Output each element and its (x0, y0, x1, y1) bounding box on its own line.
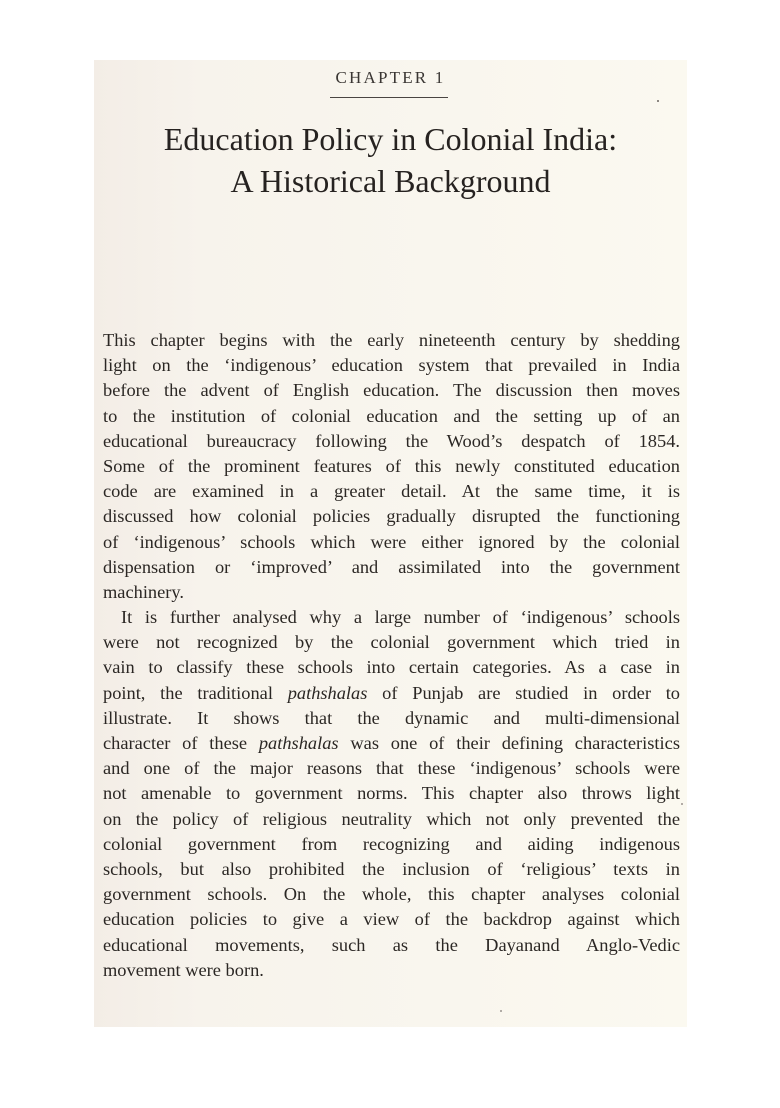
text-line: schools, but also prohibited the inclusion of ‘religious’ texts in (103, 858, 680, 879)
scan-speck (657, 100, 659, 102)
text-line: were not recognized by the colonial government which tried in (103, 632, 680, 653)
text-line: dispensation or ‘improved’ and assimilated into the government (103, 556, 680, 577)
text-line: not amenable to government norms. This chapter also throws light (103, 783, 680, 804)
text-line (103, 731, 680, 756)
text-run: point, the traditional (103, 682, 288, 703)
text-line: It is further analysed why a large number of ‘indigenous’ schools (121, 607, 680, 628)
text-line: education policies to give a view of the backdrop against which (103, 909, 680, 930)
chapter-title-line-2: A Historical Background (230, 163, 551, 199)
text-line: machinery. (103, 581, 185, 602)
chapter-title-line-1: Education Policy in Colonial India: (163, 121, 618, 157)
text-line: Some of the prominent features of this newly constituted education (103, 455, 680, 476)
text-line: movement were born. (103, 959, 264, 980)
text-line: educational movements, such as the Dayanand Anglo-Vedic (103, 934, 680, 955)
text-line: discussed how colonial policies gradually disrupted the functioning (103, 506, 680, 527)
text-line: colonial government from recognizing and aiding indigenous (103, 833, 680, 854)
scan-speck (500, 1010, 502, 1012)
text-line: government schools. On the whole, this chapter analyses colonial (103, 884, 680, 905)
text-line: code are examined in a greater detail. At the same time, it is (103, 481, 680, 502)
italic-term-pathshalas: pathshalas (258, 733, 339, 753)
chapter-abstract (103, 328, 680, 983)
text-line (103, 681, 680, 706)
paragraph-1 (103, 328, 680, 605)
text-run: of Punjab are studied in order to (367, 682, 680, 703)
text-line: This chapter begins with the early nineteenth century by shedding (103, 330, 680, 350)
text-run: was one of their defining characteristics (338, 733, 680, 753)
paragraph-2 (103, 605, 680, 983)
text-line: light on the ‘indigenous’ education system that prevailed in India (103, 355, 680, 376)
chapter-label: CHAPTER 1 (335, 68, 446, 87)
italic-term-pathshalas: pathshalas (287, 682, 368, 703)
text-line: on the policy of religious neutrality which not only prevented the (103, 808, 680, 829)
text-run: character of these (103, 733, 259, 753)
text-line: before the advent of English education. The discussion then moves (103, 380, 680, 401)
text-line: of ‘indigenous’ schools which were either ignored by the colonial (103, 531, 680, 552)
text-line: vain to classify these schools into certain categories. As a case in (103, 657, 680, 678)
chapter-divider-rule (330, 97, 448, 99)
scan-speck (681, 803, 683, 805)
text-line: to the institution of colonial education and the setting up of an (103, 405, 680, 426)
text-line: illustrate. It shows that the dynamic and multi-dimensional (103, 707, 680, 728)
text-line: educational bureaucracy following the Wood’s despatch of 1854. (103, 430, 680, 451)
chapter-title (94, 118, 687, 202)
book-page (94, 60, 687, 1027)
text-line: and one of the major reasons that these ‘indigenous’ schools were (103, 758, 680, 779)
